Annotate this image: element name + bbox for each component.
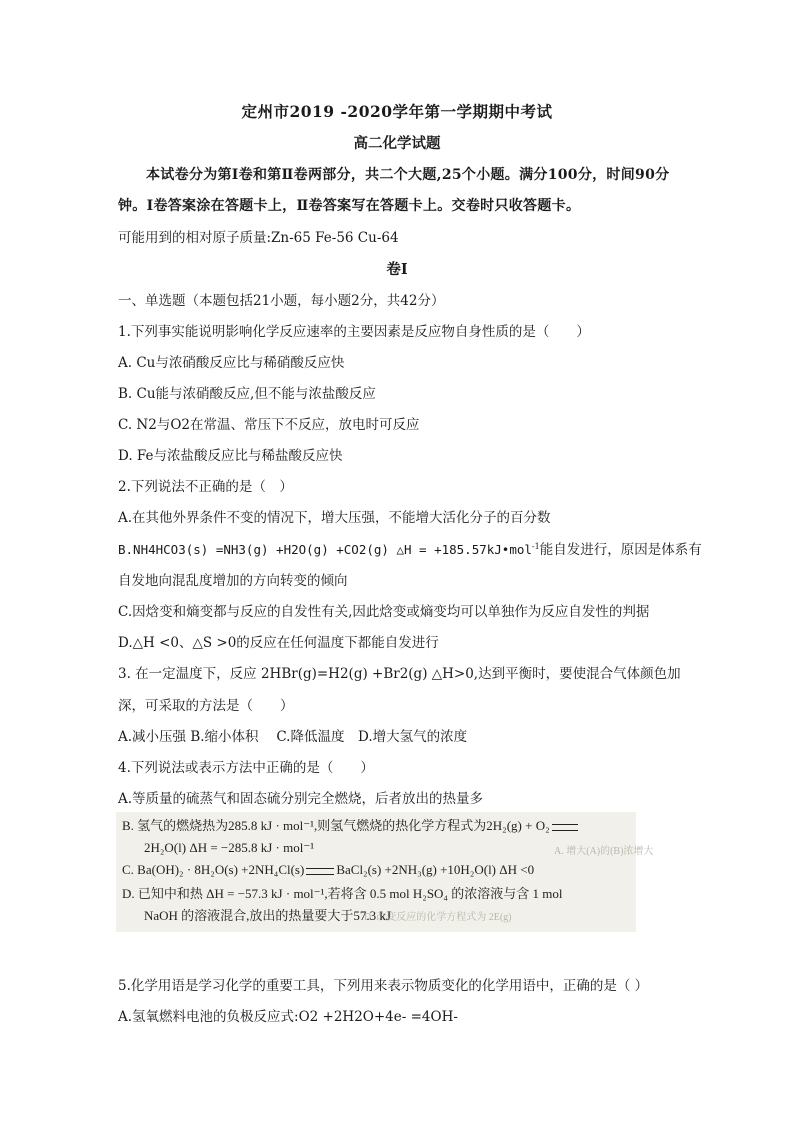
q5-stem: 5.化学用语是学习化学的重要工具，下列用来表示物质变化的化学用语中，正确的是（ ） xyxy=(118,978,649,994)
q2-option-c: C.因焓变和熵变都与反应的自发性有关,因此焓变或熵变均可以单独作为反应自发性的判据 xyxy=(118,604,650,620)
exam-title: 定州市2019 -2020学年第一学期期中考试 xyxy=(241,102,553,121)
q2-option-b-tail: 能自发进行，原因是体系有 xyxy=(539,542,702,558)
q2-stem: 2.下列说法不正确的是（ ） xyxy=(118,479,293,495)
q2-option-b-equation: B.NH4HCO3(s) =NH3(g) +H2O(g) +CO2(g) △H = +185.57kJ•mol xyxy=(118,542,532,557)
scan-ghost-text: D. 改变反应的化学方程式为 2E(g) xyxy=(364,912,512,923)
q4-option-d-line1: D. 已知中和热 ΔH = −57.3 kJ · mol⁻¹,若将含 0.5 mol H₂SO₄ 的浓溶液与含 1 mol xyxy=(122,886,563,901)
q5-option-a: A.氢氧燃料电池的负极反应式:O2 +2H2O+4e- =4OH- xyxy=(118,1009,458,1025)
atomic-mass-note: 可能用到的相对原子质量:Zn-65 Fe-56 Cu-64 xyxy=(118,230,399,246)
q2-option-b-line1 xyxy=(118,541,702,559)
intro-line-1: 本试卷分为第Ⅰ卷和第Ⅱ卷两部分，共二个大题,25个小题。满分100分，时间90分 xyxy=(146,167,670,183)
q4-option-b-line1: B. 氢气的燃烧热为285.8 kJ · mol⁻¹,则氢气燃烧的热化学方程式为2H₂(g) + O₂ xyxy=(122,818,580,834)
equals-sign xyxy=(306,868,334,875)
q4-scanned-options-image xyxy=(116,812,654,932)
q1-option-b: B. Cu能与浓硝酸反应,但不能与浓盐酸反应 xyxy=(118,386,376,402)
q1-option-d: D. Fe与浓盐酸反应比与稀盐酸反应快 xyxy=(118,448,343,464)
q3-options: A.减小压强 B.缩小体积 C.降低温度 D.增大氢气的浓度 xyxy=(118,729,468,745)
q1-stem: 1.下列事实能说明影响化学反应速率的主要因素是反应物自身性质的是（ ） xyxy=(118,324,590,340)
equals-sign xyxy=(552,824,578,831)
q4-option-a: A.等质量的硫蒸气和固态硫分别完全燃烧，后者放出的热量多 xyxy=(118,791,484,807)
q2-option-d: D.△H <0、△S >0的反应在任何温度下都能自发进行 xyxy=(118,635,439,651)
scan-ghost-text: A. 增大(A)的(B)浓增大 xyxy=(554,846,654,857)
section-heading: 一、单选题（本题包括21小题，每小题2分，共42分） xyxy=(118,293,445,309)
q4-option-b-line2: 2H₂O(l) ΔH = −285.8 kJ · mol⁻¹ xyxy=(144,840,315,855)
q2-option-a: A.在其他外界条件不变的情况下，增大压强，不能增大活化分子的百分数 xyxy=(118,510,551,526)
q3-stem-line2: 深，可采取的方法是（ ） xyxy=(118,698,294,714)
q3-stem-line1: 3. 在一定温度下，反应 2HBr(g)=H2(g) +Br2(g) △H>0,达到平衡时，要使混合气体颜色加 xyxy=(118,666,681,682)
q1-option-c: C. N2与O2在常温、常压下不反应，放电时可反应 xyxy=(118,417,420,433)
q1-option-a: A. Cu与浓硝酸反应比与稀硝酸反应快 xyxy=(118,355,345,371)
intro-line-2: 钟。Ⅰ卷答案涂在答题卡上，Ⅱ卷答案写在答题卡上。交卷时只收答题卡。 xyxy=(118,198,581,214)
q2-option-b-exponent: -1 xyxy=(531,542,540,551)
volume-heading: 卷Ⅰ xyxy=(386,261,408,278)
q4-stem: 4.下列说法或表示方法中正确的是（ ） xyxy=(118,760,374,776)
q4-option-d-line2: NaOH 的溶液混合,放出的热量要大于57.3 kJ xyxy=(144,908,391,923)
q2-option-b-line2: 自发地向混乱度增加的方向转变的倾向 xyxy=(118,573,348,589)
q4-option-c: C. Ba(OH)₂ · 8H₂O(s) +2NH₄Cl(s) BaCl₂(s) +2NH₃(g) +10H₂O(l) ΔH <0 xyxy=(122,862,535,877)
exam-subtitle: 高二化学试题 xyxy=(353,135,441,152)
